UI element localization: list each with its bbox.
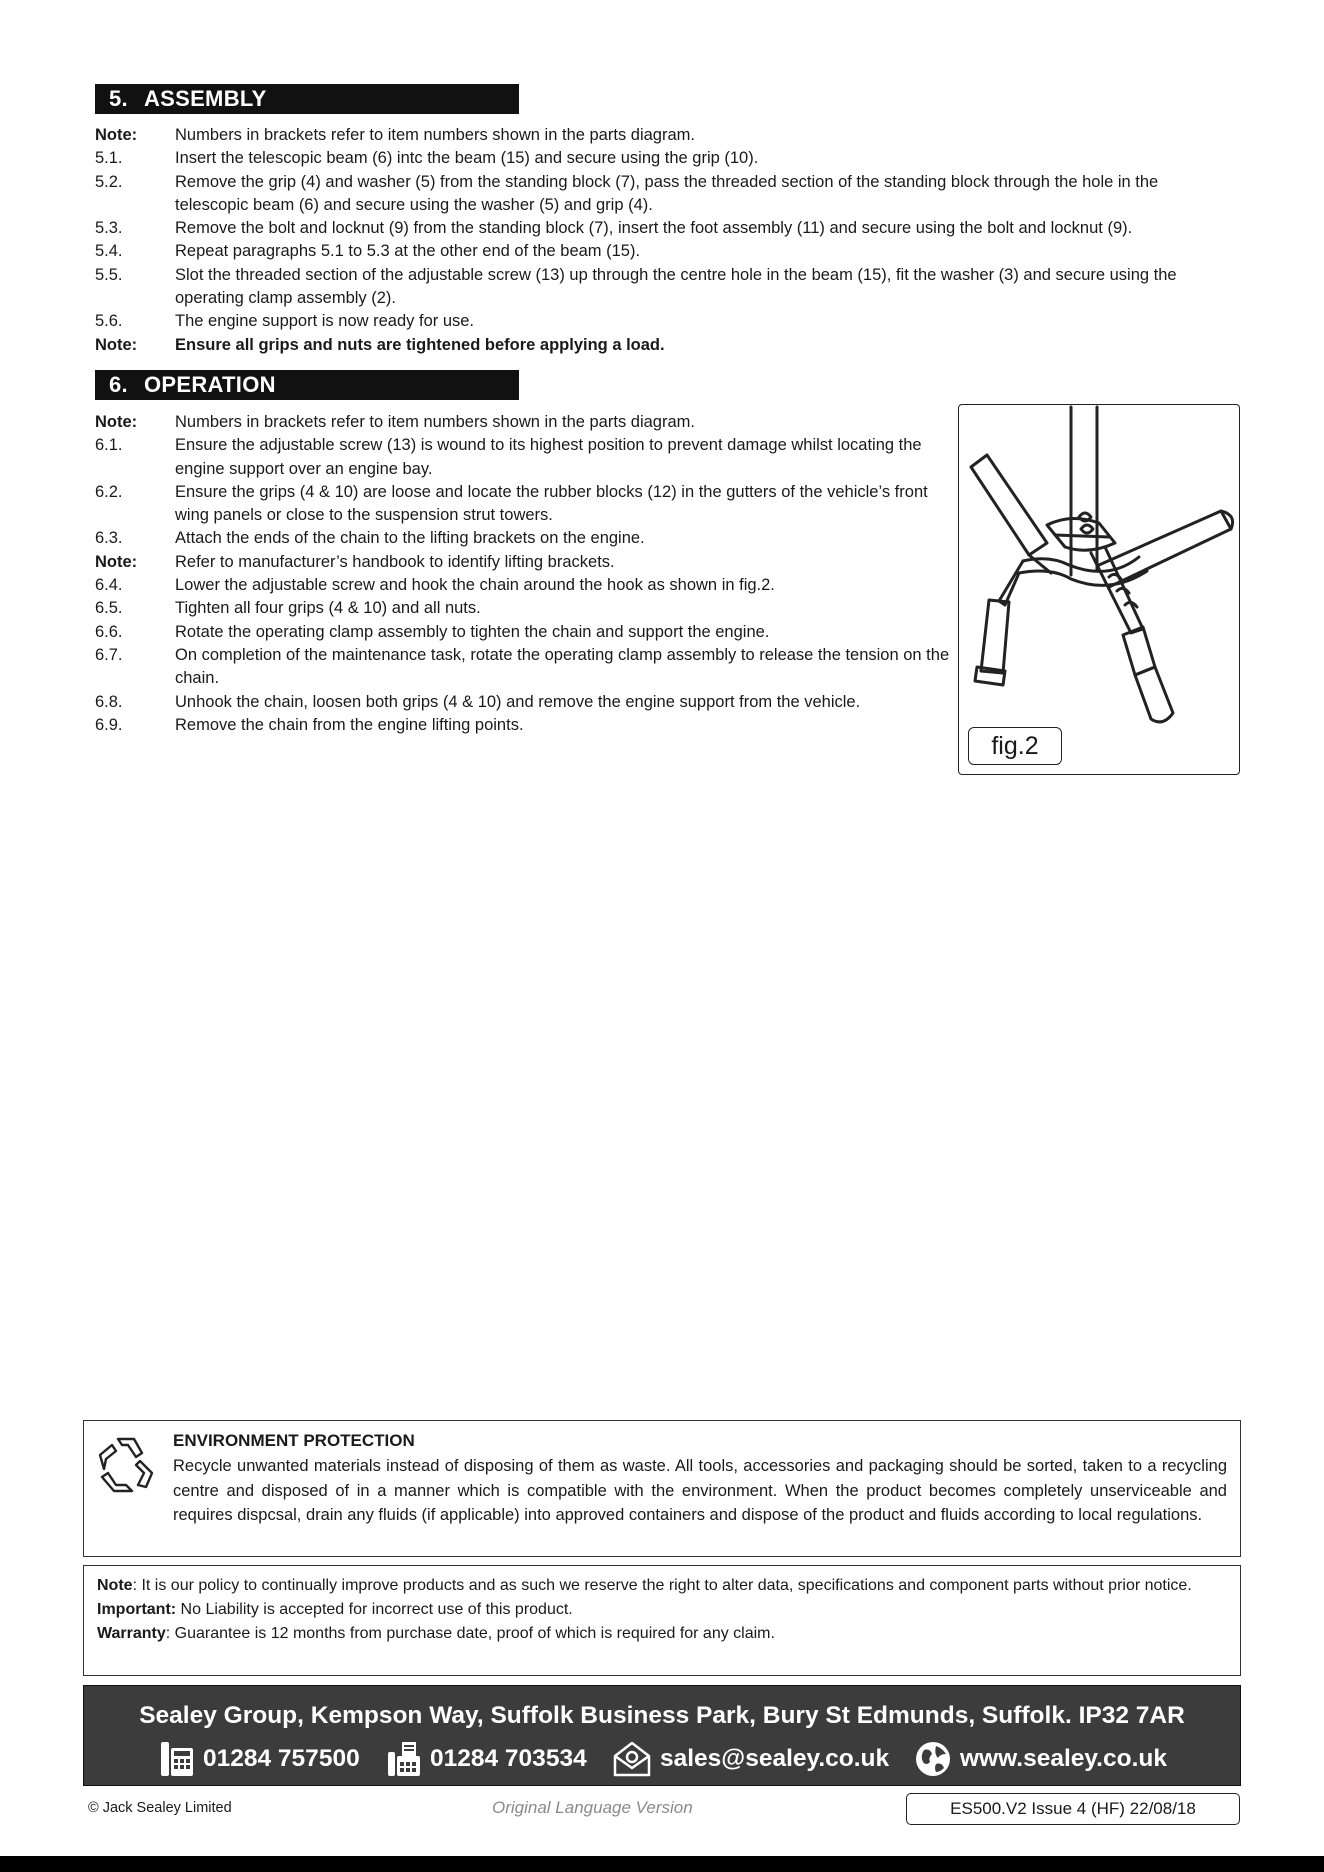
item-label: 6.3. [95, 529, 123, 548]
website-contact[interactable] [914, 1740, 1167, 1778]
list-item [95, 217, 1235, 240]
fax-number: 01284 703534 [430, 1745, 587, 1772]
item-text: Lower the adjustable screw and hook the chain around the hook as shown in fig.2. [175, 576, 775, 595]
section-title: OPERATION [143, 372, 276, 397]
item-label: 6.8. [95, 692, 123, 711]
item-label: 5.5. [95, 265, 123, 284]
warranty-paragraph [97, 1622, 1228, 1646]
item-label: 6.6. [95, 622, 123, 641]
item-text: Attach the ends of the chain to the lifting brackets on the engine. [175, 529, 645, 548]
list-item [95, 264, 1235, 311]
item-text: Numbers in brackets refer to item numbers shown in the parts diagram. [175, 126, 695, 144]
operation-list [95, 411, 955, 737]
item-text: Unhook the chain, loosen both grips (4 & 10) and remove the engine support from the vehicle. [175, 692, 861, 711]
item-text: Remove the chain from the engine lifting points. [175, 715, 524, 734]
recycle-icon [94, 1433, 158, 1497]
globe-icon [914, 1740, 952, 1778]
fax-icon [386, 1740, 422, 1778]
section-number: 6. [109, 372, 128, 397]
figure-label: fig.2 [968, 727, 1062, 765]
copyright-text: © Jack Sealey Limited [88, 1800, 232, 1816]
item-label: 6.2. [95, 482, 123, 501]
item-text: The engine support is now ready for use. [175, 312, 475, 331]
item-text: Remove the bolt and locknut (9) from the standing block (7), insert the foot assembly (11) and secure using the bolt and locknut (9). [175, 219, 1133, 238]
environment-protection-box [83, 1420, 1241, 1557]
item-text: Ensure the grips (4 & 10) are loose and locate the rubber blocks (12) in the gutters of the vehicle’s front wing panels or close to the suspension strut towers. [175, 482, 928, 525]
item-label: Note: [95, 552, 138, 571]
assembly-list [95, 124, 1235, 357]
list-item [95, 481, 955, 528]
item-label: 6.7. [95, 645, 123, 664]
warranty-label: Warranty [97, 1625, 166, 1642]
item-label: Note: [95, 413, 138, 431]
item-text: Rotate the operating clamp assembly to tighten the chain and support the engine. [175, 622, 770, 641]
item-text: Remove the grip (4) and washer (5) from the standing block (7), pass the threaded section of the standing block through the hole in the telescopic beam (6) and secure using the washer (5) and grip (4). [175, 172, 1159, 214]
email-contact[interactable] [612, 1740, 889, 1778]
item-label: 5.2. [95, 172, 123, 191]
legal-notes-box [83, 1565, 1241, 1676]
important-label: Important: [97, 1601, 177, 1618]
phone-icon [159, 1740, 195, 1778]
item-label: 6.1. [95, 436, 123, 455]
email-address[interactable]: sales@sealey.co.uk [660, 1745, 890, 1772]
phone-number: 01284 757500 [203, 1745, 360, 1772]
list-item [95, 240, 1235, 263]
fax-contact [386, 1740, 587, 1778]
item-text: Repeat paragraphs 5.1 to 5.3 at the other end of the beam (15). [175, 242, 641, 261]
item-text: Refer to manufacturer’s handbook to identify lifting brackets. [175, 552, 615, 571]
list-item [95, 434, 955, 481]
item-text: Slot the threaded section of the adjustable screw (13) up through the centre hole in the beam (15), fit the washer (3) and secure using the operating clamp assembly (2). [175, 265, 1177, 308]
item-text: Numbers in brackets refer to item numbers shown in the parts diagram. [175, 413, 695, 431]
item-text: Tighten all four grips (4 & 10) and all nuts. [175, 599, 481, 618]
item-label: 6.4. [95, 576, 123, 595]
item-label: 5.1. [95, 149, 123, 168]
item-label: 5.4. [95, 242, 123, 261]
document-issue-box: ES500.V2 Issue 4 (HF) 22/08/18 [906, 1793, 1240, 1825]
item-text: Ensure all grips and nuts are tightened before applying a load. [175, 335, 665, 354]
list-item [95, 691, 955, 714]
section-title: ASSEMBLY [143, 86, 267, 111]
bottom-rule [0, 1856, 1324, 1872]
list-item [95, 551, 955, 574]
engine-support-illustration [959, 405, 1241, 776]
phone-contact [159, 1740, 360, 1778]
item-label: 6.5. [95, 599, 123, 618]
language-version: Original Language Version [492, 1798, 693, 1817]
contact-footer [83, 1685, 1241, 1786]
section-header-assembly [95, 84, 519, 114]
website-url[interactable]: www.sealey.co.uk [960, 1745, 1167, 1772]
important-paragraph [97, 1598, 1228, 1622]
note-text: : It is our policy to continually improve products and as such we reserve the right to alter data, specifications and component parts without prior notice. [132, 1577, 1192, 1594]
company-address: Sealey Group, Kempson Way, Suffolk Business Park, Bury St Edmunds, Suffolk. IP32 7AR [139, 1702, 1185, 1729]
important-text: No Liability is accepted for incorrect use of this product. [176, 1601, 573, 1618]
list-item [95, 644, 955, 691]
list-item [95, 147, 1235, 170]
email-icon [612, 1740, 652, 1778]
environment-title: ENVIRONMENT PROTECTION [173, 1431, 415, 1450]
item-label: Note: [95, 126, 138, 144]
note-label: Note [97, 1577, 133, 1594]
list-item [95, 411, 955, 434]
list-item [95, 621, 955, 644]
item-text: Ensure the adjustable screw (13) is wound to its highest position to prevent damage whilst locating the engine support over an engine bay. [175, 436, 922, 478]
list-item [95, 574, 955, 597]
note-paragraph [97, 1574, 1228, 1598]
item-label: 5.6. [95, 312, 123, 331]
list-item [95, 527, 955, 550]
list-item [95, 597, 955, 620]
item-text: Insert the telescopic beam (6) intc the beam (15) and secure using the grip (10). [175, 149, 759, 168]
warranty-text: : Guarantee is 12 months from purchase date, proof of which is required for any claim. [165, 1625, 775, 1642]
item-label: Note: [95, 335, 138, 354]
section-number: 5. [109, 86, 128, 111]
environment-text: Recycle unwanted materials instead of disposing of them as waste. All tools, accessories and packaging should be sorted, taken to a recycling centre and disposed of in a manner which is compatible with the environment. When the product becomes completely unserviceable and requires dispcsal, drain any fluids (if applicable) into approved containers and dispose of the product and fluids according to local regulations. [173, 1457, 1227, 1524]
section-header-operation [95, 370, 519, 400]
list-item [95, 334, 1235, 357]
item-label: 6.9. [95, 715, 123, 734]
list-item [95, 124, 1235, 147]
figure-2 [958, 404, 1240, 775]
list-item [95, 714, 955, 737]
item-text: On completion of the maintenance task, rotate the operating clamp assembly to release the tension on the chain. [175, 645, 950, 688]
item-label: 5.3. [95, 219, 123, 238]
list-item [95, 310, 1235, 333]
list-item [95, 171, 1235, 218]
